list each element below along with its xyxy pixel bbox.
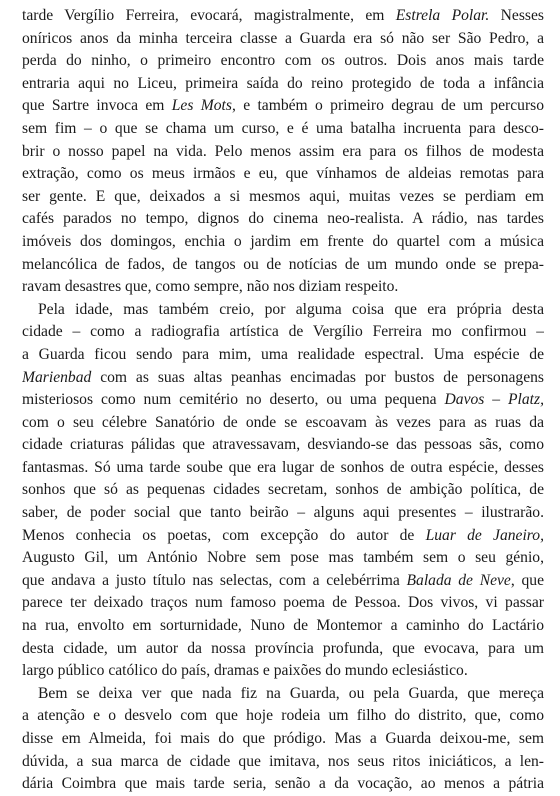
text-segment: Nesses <box>489 7 544 24</box>
text-segment: que Sartre invoca em <box>22 97 172 115</box>
text-line <box>22 434 544 457</box>
text-segment: misteriosos como num cemitério no deserto, ou uma pequena <box>22 391 445 409</box>
text-segment: na rua, envolto em sorturnidade, Nuno de Montemor a caminho do Lactário <box>22 617 544 635</box>
text-line <box>22 186 544 209</box>
text-segment: cafés parados no tempo, dignos do cinema neo-realista. A rádio, nas tardes <box>22 210 544 228</box>
text-line <box>22 547 544 570</box>
text-line <box>22 638 544 661</box>
text-segment: entraria aqui no Liceu, primeira saída do reino protegido de toda a infância <box>22 74 544 92</box>
italic-title: Davos – Platz, <box>444 391 544 409</box>
text-segment: extração, como os meus irmãos e eu, que vínhamos de aldeias remotas para <box>22 165 544 183</box>
paragraph <box>22 5 544 299</box>
text-segment: Augusto Gil, um António Nobre sem pose mas também sem o seu génio, <box>22 549 544 567</box>
text-line <box>22 389 544 412</box>
text-line <box>22 592 544 615</box>
text-line <box>22 28 544 51</box>
text-segment: sonhos que só as pequenas cidades secretam, sonhos de ambição política, de <box>22 481 544 499</box>
text-segment: sem fim – o que se chama um curso, e é uma batalha incruenta para desco- <box>22 119 544 137</box>
text-segment: desta cidade, um autor da nossa província profunda, que evocava, para um <box>22 639 544 657</box>
text-segment: dária Coimbra que mais tarde seria, senão a da vocação, ao menos a pátria <box>22 775 544 793</box>
text-line <box>22 163 544 186</box>
italic-title: Estrela Polar. <box>395 7 490 24</box>
text-segment: com o seu célebre Sanatório de onde se escoavam às vezes para as ruas da <box>22 413 544 431</box>
text-segment: brir o nosso papel na vida. Pelo menos assim era para os filhos de modesta <box>22 142 544 160</box>
text-line <box>22 457 544 480</box>
text-segment: a atenção e o desvelo com que hoje rodeia um filho do distrito, que, como <box>22 707 544 725</box>
text-segment: , que <box>510 571 544 589</box>
text-line <box>22 367 544 390</box>
text-line <box>22 705 544 728</box>
text-line <box>22 479 544 502</box>
text-segment: parece ter deixado traços num famoso poema de Pessoa. Dos vivos, vi passar <box>22 594 544 612</box>
text-segment: cidade – como a radiografia artística de Vergílio Ferreira mo confirmou – <box>22 323 544 341</box>
text-line <box>22 73 544 96</box>
text-line <box>22 321 544 344</box>
text-line <box>22 525 544 548</box>
text-line <box>22 344 544 367</box>
text-segment: dúvida, a sua marca de cidade que imitava, nos seus ritos iniciáticos, a len- <box>22 752 544 770</box>
text-segment: imóveis dos domingos, enchia o jardim em frente do quartel com a música <box>22 232 544 250</box>
text-line <box>22 728 544 751</box>
text-segment: ser gente. E que, deixados a si mesmos aqui, muitas vezes se perdiam em <box>22 187 544 205</box>
text-segment: Bem se deixa ver que nada fiz na Guarda, ou pela Guarda, que mereça <box>38 684 544 702</box>
text-segment: fantasmas. Só uma tarde soube que era lugar de sonhos de outra espécie, desses <box>22 458 544 476</box>
text-segment: saber, de poder social que tanto beirão – alguns aqui presentes – ilustrarão. <box>22 504 544 522</box>
text-segment: ravam desastres que, como sempre, não nos diziam respeito. <box>22 278 399 296</box>
text-line <box>22 95 544 118</box>
text-line <box>22 502 544 525</box>
text-line <box>22 276 544 299</box>
text-line <box>22 660 544 683</box>
text-line <box>22 412 544 435</box>
italic-title: Balada de Neve <box>406 571 511 589</box>
text-line <box>22 751 544 774</box>
text-segment: cidade criaturas pálidas que atravessavam, desviando-se das pessoas sãs, como <box>22 436 544 454</box>
text-line <box>22 254 544 277</box>
text-segment: a Guarda ficou sendo para mim, uma realidade espectral. Uma espécie de <box>22 345 544 363</box>
text-segment: que andava a justo título nas selectas, com a celebérrima <box>22 571 407 589</box>
italic-title: Les Mots <box>171 97 232 115</box>
text-line <box>22 231 544 254</box>
text-line <box>22 299 544 322</box>
italic-title: Luar de Janeiro, <box>425 526 544 544</box>
text-segment: com as suas altas peanhas encimadas por bustos de personagens <box>91 368 544 386</box>
text-line <box>22 208 544 231</box>
italic-title: Marienbad <box>22 368 92 386</box>
text-segment: tarde Vergílio Ferreira, evocará, magistralmente, em <box>22 7 396 24</box>
text-line <box>22 683 544 706</box>
text-line <box>22 118 544 141</box>
text-line <box>22 50 544 73</box>
text-segment: largo público católico do país, dramas e paixões do mundo eclesiástico. <box>22 662 468 680</box>
text-segment: perda do ninho, o primeiro encontro com os outros. Dois anos mais tarde <box>22 52 544 70</box>
paragraph <box>22 299 544 683</box>
text-segment: melancólica de fados, de tangos ou de notícias de um mundo onde se prepa- <box>22 255 544 273</box>
text-segment: Menos conhecia os poetas, com excepção do autor de <box>22 526 426 544</box>
text-line <box>22 5 544 28</box>
text-segment: , e também o primeiro degrau de um percurso <box>231 97 544 115</box>
text-line <box>22 141 544 164</box>
text-line <box>22 570 544 593</box>
text-segment: Pela idade, mas também creio, por alguma coisa que era própria desta <box>38 300 544 318</box>
paragraph <box>22 683 544 796</box>
text-line <box>22 615 544 638</box>
text-line <box>22 773 544 796</box>
text-segment: oníricos anos da minha terceira classe a Guarda era só não ser São Pedro, a <box>22 29 544 47</box>
text-segment: disse em Almeida, foi mais do que pródigo. Mas a Guarda deixou-me, sem <box>22 730 544 747</box>
